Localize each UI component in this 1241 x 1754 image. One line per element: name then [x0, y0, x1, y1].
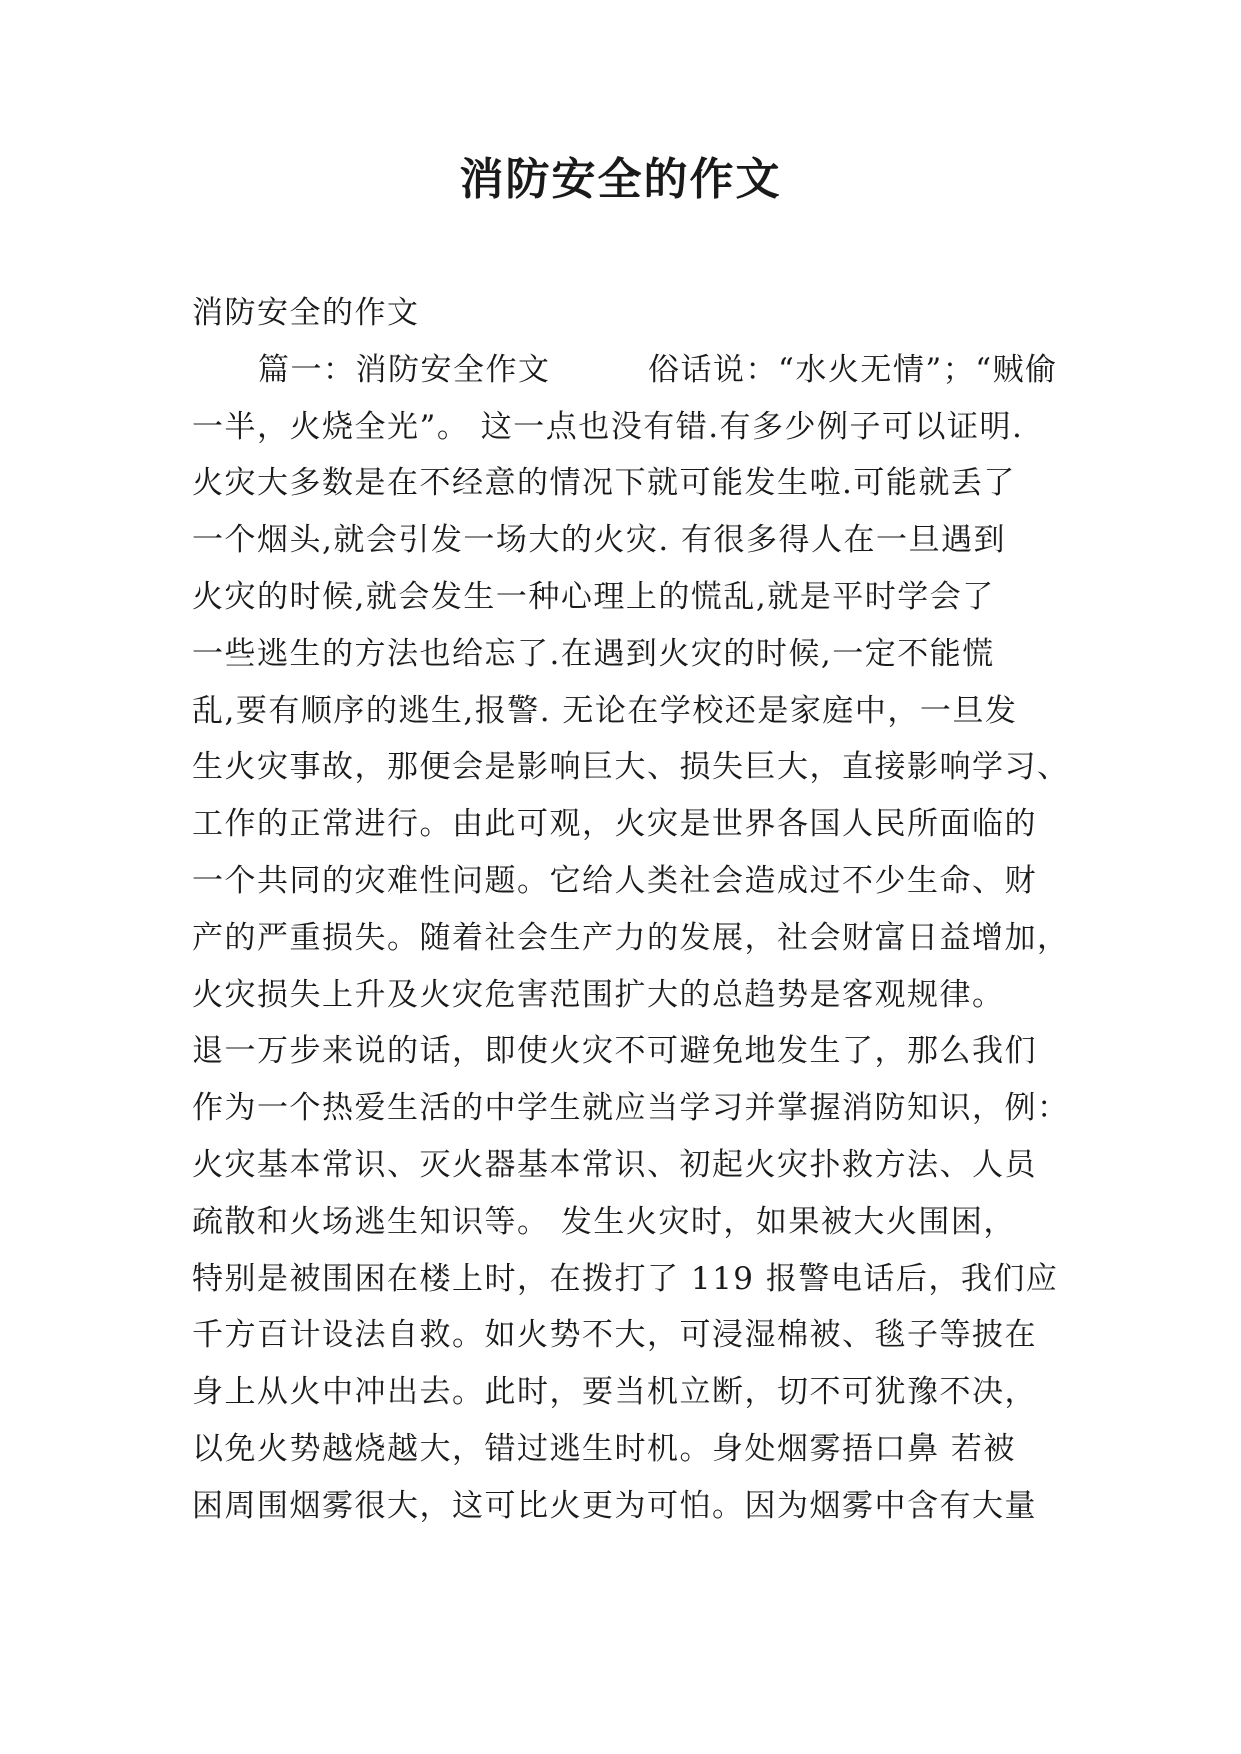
body-line: 困周围烟雾很大，这可比火更为可怕。因为烟雾中含有大量 [192, 1487, 1037, 1524]
body-line: 篇一：消防安全作文 俗话说：“水火无情”；“贼偷 [258, 351, 1058, 388]
body-line: 一个烟头,就会引发一场大的火灾. 有很多得人在一旦遇到 [192, 522, 1007, 559]
body-line: 工作的正常进行。由此可观，火灾是世界各国人民所面临的 [192, 806, 1037, 843]
body-line: 生火灾事故，那便会是影响巨大、损失巨大，直接影响学习、 [192, 749, 1070, 786]
body-line: 一半，火烧全光”。 这一点也没有错.有多少例子可以证明. [192, 408, 1024, 445]
body-line: 火灾的时候,就会发生一种心理上的慌乱,就是平时学会了 [192, 578, 995, 615]
body-line: 火灾大多数是在不经意的情况下就可能发生啦.可能就丢了 [192, 465, 1016, 502]
body-line: 产的严重损失。随着社会生产力的发展，社会财富日益增加， [192, 919, 1070, 956]
body-line: 身上从火中冲出去。此时，要当机立断，切不可犹豫不决， [192, 1374, 1037, 1411]
body-line: 疏散和火场逃生知识等。 发生火灾时，如果被大火围困， [192, 1203, 1016, 1240]
body-line: 作为一个热爱生活的中学生就应当学习并掌握消防知识，例： [192, 1090, 1070, 1127]
body-line: 一些逃生的方法也给忘了.在遇到火灾的时候,一定不能慌 [192, 635, 995, 672]
body-line: 以免火势越烧越大，错过逃生时机。身处烟雾捂口鼻 若被 [192, 1430, 1016, 1467]
body-line: 千方百计设法自救。如火势不大，可浸湿棉被、毯子等披在 [192, 1317, 1037, 1354]
body-line: 特别是被围困在楼上时，在拨打了 119 报警电话后，我们应 [192, 1260, 1059, 1297]
body-line: 火灾损失上升及火灾危害范围扩大的总趋势是客观规律。 [192, 976, 1005, 1013]
body-line: 消防安全的作文 [192, 295, 420, 331]
body-line: 退一万步来说的话，即使火灾不可避免地发生了，那么我们 [192, 1033, 1037, 1070]
body-line: 一个共同的灾难性问题。它给人类社会造成过不少生命、财 [192, 862, 1037, 899]
body-line: 火灾基本常识、灭火器基本常识、初起火灾扑救方法、人员 [192, 1146, 1037, 1183]
document-body [192, 285, 1070, 1535]
body-line: 乱,要有顺序的逃生,报警. 无论在学校还是家庭中，一旦发 [192, 692, 1018, 729]
document-title: 消防安全的作文 [459, 154, 782, 205]
